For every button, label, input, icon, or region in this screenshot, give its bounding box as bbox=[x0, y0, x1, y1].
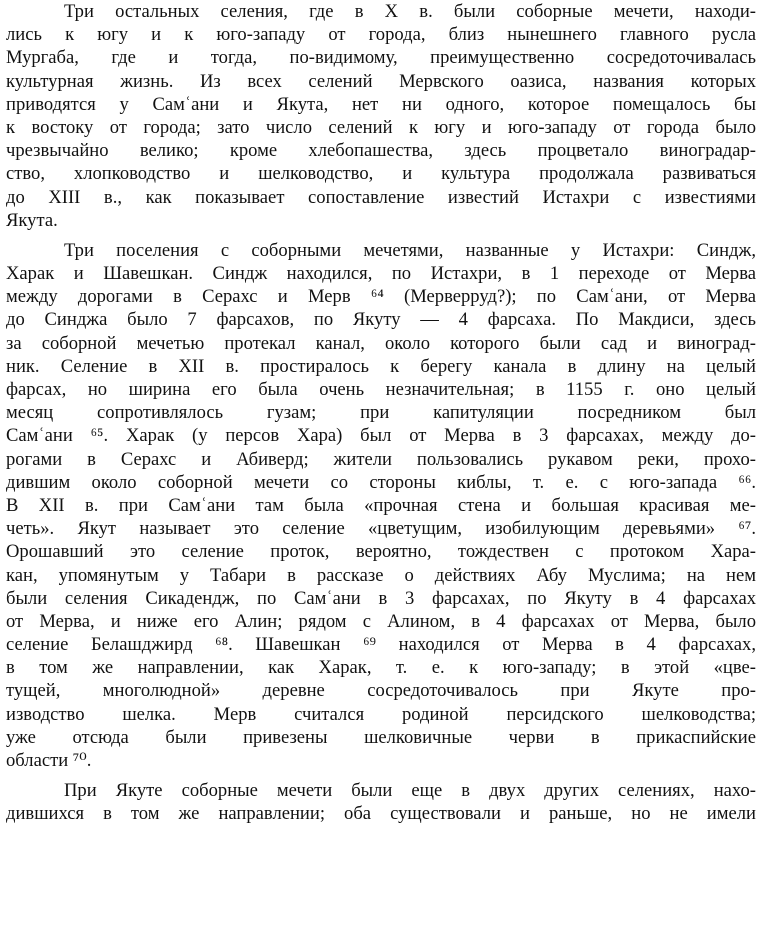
text-line: приводятся у Самʿани и Якута, нет ни одного, которое помещалось бы bbox=[6, 93, 756, 115]
text-line: тущей, многолюдной» деревне сосредоточивалось при Якуте про- bbox=[6, 680, 756, 702]
text-line: между дорогами в Серахс и Мерв ⁶⁴ (Мерверруд?); по Самʿани, от Мерва bbox=[6, 286, 756, 308]
text-line: чрезвычайно велико; кроме хлебопашества, здесь процветало виноградар- bbox=[6, 140, 756, 162]
text-line: Три остальных селения, где в X в. были соборные мечети, находи- bbox=[64, 1, 756, 22]
text-line: рогами в Серахс и Абиверд; жители пользовались рукавом реки, прохо- bbox=[6, 448, 756, 470]
text-line: были селения Сикадендж, по Самʿани в 3 фарсахах, по Якуту в 4 фарсахах bbox=[6, 587, 756, 609]
paragraph-3 bbox=[6, 779, 756, 825]
paragraph-gap bbox=[6, 232, 756, 239]
text-line: Харак и Шавешкан. Синдж находился, по Истахри, в 1 переходе от Мерва bbox=[6, 263, 756, 285]
text-line: Мургаба, где и тогда, по-видимому, преимущественно сосредоточивалась bbox=[6, 47, 756, 69]
text-line: в том же направлении, как Харак, т. е. к юго-западу; в этой «цве- bbox=[6, 657, 756, 679]
text-line: до XIII в., как показывает сопоставление известий Истахри с известиями bbox=[6, 186, 756, 208]
text-line: кан, упомянутым у Табари в рассказе о действиях Абу Муслима; на нем bbox=[6, 564, 756, 586]
text-line: от Мерва, и ниже его Алин; рядом с Алином, в 4 фарсахах от Мерва, было bbox=[6, 610, 756, 632]
document-page bbox=[6, 0, 756, 826]
text-line: месяц сопротивлялось гузам; при капитуляции посредником был bbox=[6, 402, 756, 424]
text-line: изводство шелка. Мерв считался родиной персидского шелководства; bbox=[6, 703, 756, 725]
text-line: к востоку от города; зато число селений к югу и юго-западу от города было bbox=[6, 116, 756, 138]
text-line: до Синджа было 7 фарсахов, по Якуту — 4 фарсаха. По Макдиси, здесь bbox=[6, 309, 756, 331]
text-line: Якута. bbox=[6, 209, 58, 231]
text-line: за соборной мечетью протекал канал, около которого были сад и виноград- bbox=[6, 332, 756, 354]
text-line: четь». Якут называет это селение «цветущим, изобилующим деревьями» ⁶⁷. bbox=[6, 518, 756, 540]
paragraph-gap bbox=[6, 772, 756, 779]
text-line: ство, хлопководство и шелководство, и культура продолжала развиваться bbox=[6, 163, 756, 185]
text-line: ник. Селение в XII в. простиралось к берегу канала в длину на целый bbox=[6, 355, 756, 377]
text-line: В XII в. при Самʿани там была «прочная стена и большая красивая ме- bbox=[6, 494, 756, 516]
text-line: селение Белашджирд ⁶⁸. Шавешкан ⁶⁹ находился от Мерва в 4 фарсахах, bbox=[6, 634, 756, 656]
text-line: области ⁷⁰. bbox=[6, 750, 92, 771]
text-line: При Якуте соборные мечети были еще в двух других селениях, нахо- bbox=[64, 780, 756, 802]
text-line: дившихся в том же направлении; оба существовали и раньше, но не имели bbox=[6, 803, 756, 825]
text-line: фарсах, но ширина его была очень незначительная; в 1155 г. оно целый bbox=[6, 379, 756, 400]
paragraph-2 bbox=[6, 239, 756, 772]
text-line: культурная жизнь. Из всех селений Мервского оазиса, названия которых bbox=[6, 70, 756, 92]
text-line: лись к югу и к юго-западу от города, близ нынешнего главного русла bbox=[6, 24, 756, 46]
text-line: Три поселения с соборными мечетями, названные у Истахри: Синдж, bbox=[64, 239, 756, 261]
text-line: уже отсюда были привезены шелковичные черви в прикаспийские bbox=[6, 726, 756, 748]
text-line: Орошавший это селение проток, вероятно, тождествен с протоком Хара- bbox=[6, 541, 756, 563]
text-line: Самʿани ⁶⁵. Харак (у персов Хара) был от Мерва в 3 фарсахах, между до- bbox=[6, 425, 756, 447]
paragraph-1 bbox=[6, 0, 756, 232]
text-line: дившим около соборной мечети со стороны киблы, т. е. с юго-запада ⁶⁶. bbox=[6, 471, 756, 493]
